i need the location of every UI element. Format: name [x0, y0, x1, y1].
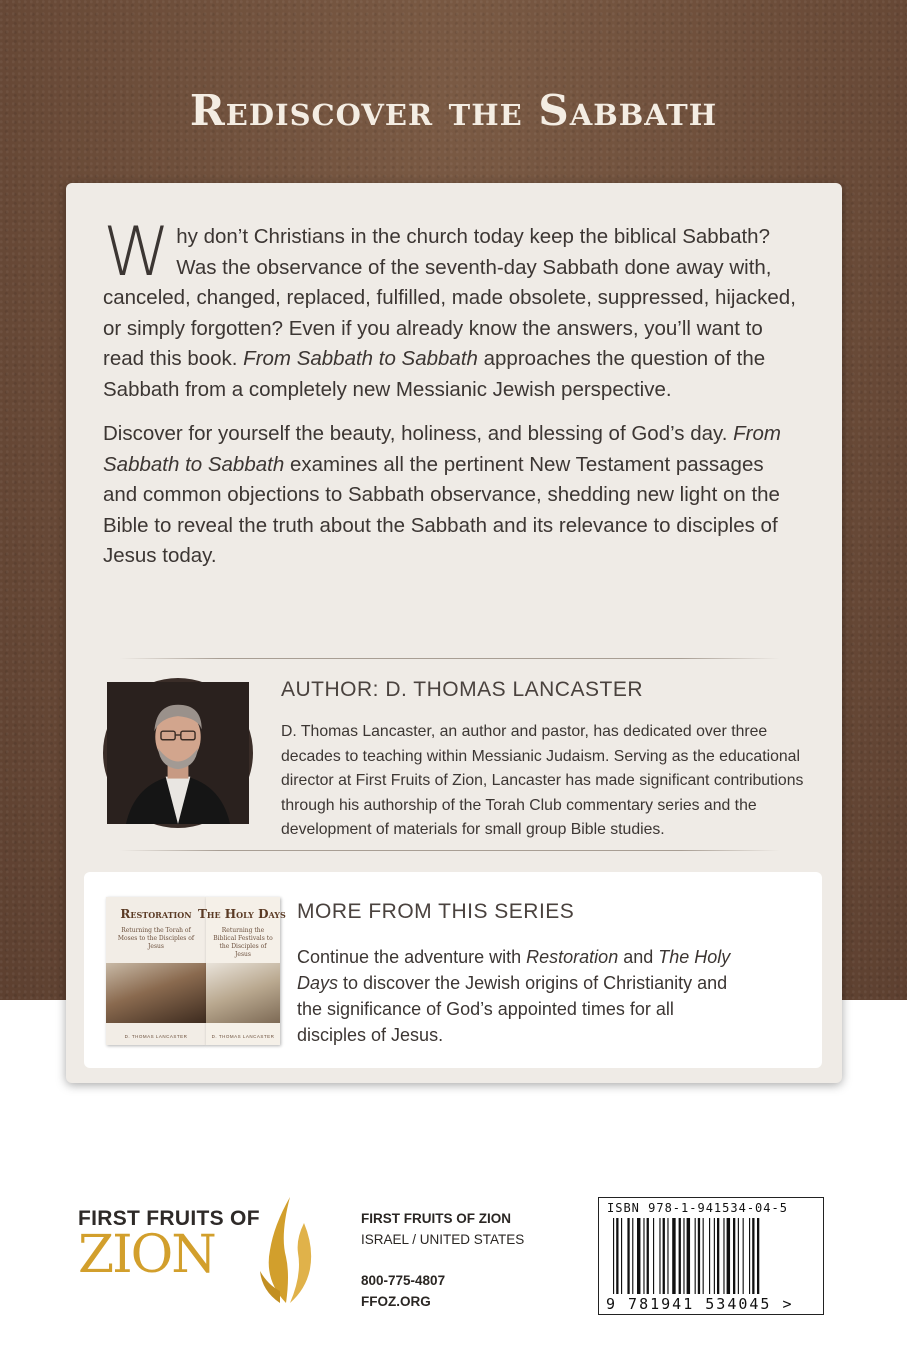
isbn-label: ISBN 978-1-941534-04-5 [607, 1201, 788, 1215]
barcode-icon [613, 1218, 811, 1294]
publisher-name: FIRST FRUITS OF ZION [361, 1211, 511, 1226]
headline: Rediscover the Sabbath [189, 86, 718, 135]
author-bio: D. Thomas Lancaster, an author and pastor, has dedicated over three decades to teaching within Messianic Judaism. Serving as the educational director at First Fruits of Zion, Lancaster has made significant contributions through his authorship of the Torah Club commentary series and the development of materials for small group Bible studies. [281, 723, 804, 838]
book-cover-title: The Holy Days [198, 907, 286, 921]
publisher-website: FFOZ.ORG [361, 1294, 431, 1309]
flame-icon [256, 1195, 318, 1305]
series-heading: MORE FROM THIS SERIES [297, 900, 575, 923]
isbn-digits: 9 781941 534045 > [606, 1295, 794, 1313]
book-cover-subtitle: Returning the Biblical Festivals to the Disciples of Jesus [213, 927, 273, 958]
book-cover-author: D. THOMAS LANCASTER [124, 1034, 188, 1039]
book-cover-image [106, 963, 206, 1023]
description-paragraph-1: Why don’t Christians in the church today keep the biblical Sabbath? Was the observance of the seventh-day Sabbath done away with, canceled, changed, replaced, fulfilled, made obsolete, suppressed, hijacked, or simply forgotten? Even if you already know the answers, you’ll want to read this book. From Sabbath to Sabbath approaches the question of the Sabbath from a completely new Messianic Jewish perspective. [103, 213, 796, 401]
book-description [103, 213, 803, 586]
series-text: Continue the adventure with Restoration and The Holy Days to discover the Jewish origins of Christianity and the significance of God’s appointed times for all disciples of Jesus. [297, 947, 731, 1045]
description-paragraph-2: Discover for yourself the beauty, holiness, and blessing of God’s day. From Sabbath to Sabbath examines all the pertinent New Testament passages and common objections to Sabbath observance, shedding new light on the Bible to reveal the truth about the Sabbath and its relevance to disciples of Jesus today. [103, 422, 781, 567]
book-cover-restoration [106, 897, 206, 1045]
book-title: From Sabbath to Sabbath [243, 347, 478, 370]
book-cover-image [206, 963, 280, 1023]
divider-bottom [120, 850, 780, 851]
book-title: From Sabbath to Sabbath [103, 422, 781, 476]
book-cover-holy-days [198, 897, 286, 1045]
isbn-barcode-box [598, 1197, 824, 1315]
series-title-1: Restoration [526, 947, 619, 967]
author-portrait-icon [107, 682, 249, 824]
logo-text-top: FIRST FRUITS OF [78, 1207, 260, 1230]
series-title-2: The Holy Days [297, 947, 731, 993]
publisher-logo [78, 1195, 318, 1305]
book-cover-title: Restoration [120, 907, 192, 921]
author-heading: AUTHOR: D. THOMAS LANCASTER [281, 678, 643, 701]
book-cover-author: D. THOMAS LANCASTER [211, 1034, 275, 1039]
publisher-contact [361, 1208, 524, 1312]
divider-top [120, 658, 780, 659]
drop-cap: W [103, 213, 171, 292]
publisher-location: ISRAEL / UNITED STATES [361, 1232, 525, 1247]
book-cover-subtitle: Returning the Torah of Moses to the Disciples of Jesus [117, 927, 195, 950]
publisher-phone: 800-775-4807 [361, 1273, 446, 1288]
author-photo [103, 678, 253, 828]
logo-text-zion: ZION [78, 1225, 215, 1285]
